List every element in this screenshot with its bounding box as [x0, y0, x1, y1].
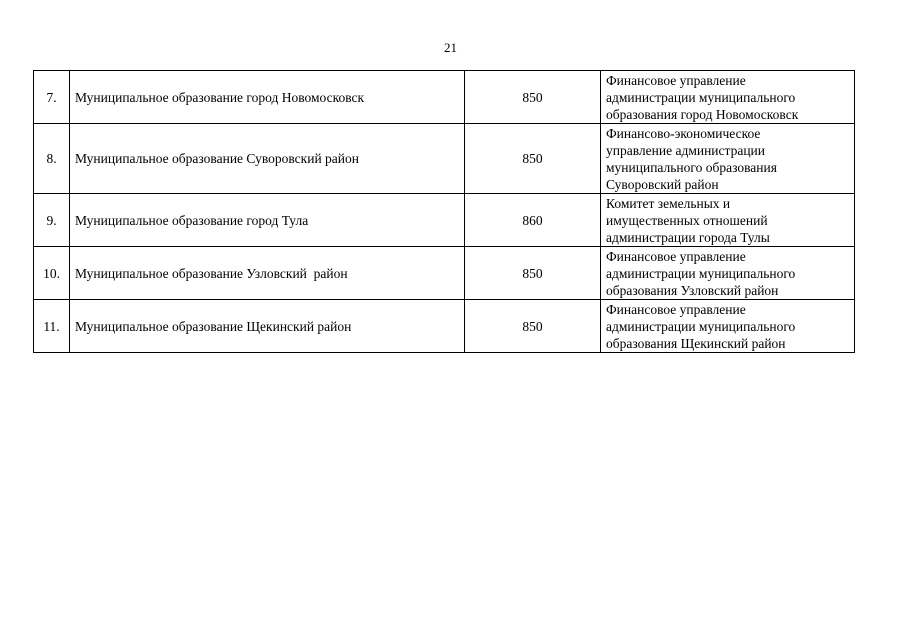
table-row [34, 194, 855, 247]
agency-line: муниципального образования [606, 159, 777, 175]
code-cell: 850 [465, 124, 601, 194]
row-number: 7. [34, 71, 70, 124]
row-number: 11. [34, 300, 70, 353]
table-row [34, 71, 855, 124]
agency-line: Финансовое управление [606, 301, 746, 317]
agency-line: администрации муниципального [606, 265, 796, 281]
row-number: 10. [34, 247, 70, 300]
municipality-name: Муниципальное образование город Тула [70, 194, 465, 247]
agency-line: управление администрации [606, 142, 766, 158]
agency-line: имущественных отношений [606, 212, 768, 228]
agency-cell [601, 71, 855, 124]
code-cell: 860 [465, 194, 601, 247]
agency-cell [601, 247, 855, 300]
code-cell: 850 [465, 71, 601, 124]
agency-line: администрации города Тулы [606, 229, 770, 245]
page-number: 21 [444, 40, 457, 55]
agency-line: Финансовое управление [606, 248, 746, 264]
agency-line: администрации муниципального [606, 318, 796, 334]
table-row [34, 300, 855, 353]
table-row [34, 247, 855, 300]
municipality-name: Муниципальное образование Суворовский район [70, 124, 465, 194]
municipal-table [33, 70, 855, 353]
table-row [34, 124, 855, 194]
agency-line: Комитет земельных и [606, 195, 731, 211]
municipality-name: Муниципальное образование Щекинский район [70, 300, 465, 353]
agency-line: Суворовский район [606, 176, 719, 192]
agency-line: Финансово-экономическое [606, 125, 761, 141]
code-cell: 850 [465, 247, 601, 300]
row-number: 9. [34, 194, 70, 247]
agency-cell [601, 124, 855, 194]
agency-line: образования Узловский район [606, 282, 779, 298]
code-cell: 850 [465, 300, 601, 353]
agency-line: образования Щекинский район [606, 335, 786, 351]
agency-line: образования город Новомосковск [606, 106, 799, 122]
agency-line: Финансовое управление [606, 72, 746, 88]
municipality-name: Муниципальное образование Узловский район [70, 247, 465, 300]
row-number: 8. [34, 124, 70, 194]
agency-cell [601, 300, 855, 353]
agency-cell [601, 194, 855, 247]
municipality-name: Муниципальное образование город Новомосковск [70, 71, 465, 124]
agency-line: администрации муниципального [606, 89, 796, 105]
